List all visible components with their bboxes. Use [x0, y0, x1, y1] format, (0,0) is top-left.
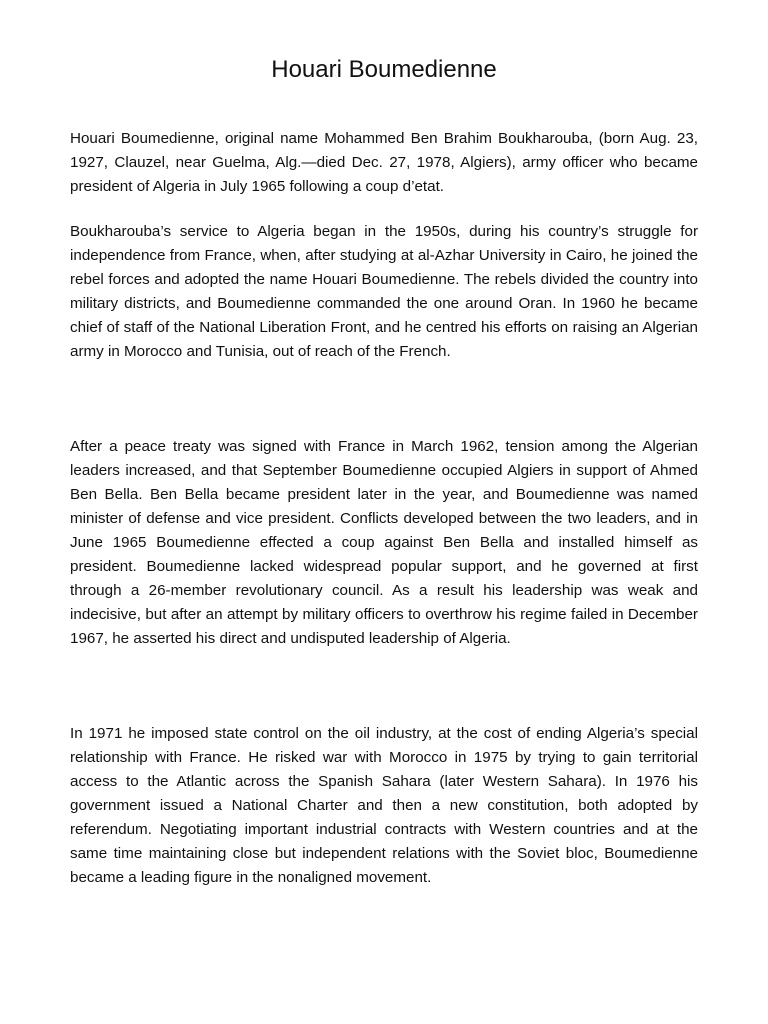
paragraph-presidency: In 1971 he imposed state control on the oil industry, at the cost of ending Algeria’s special relationship with France. He risked war with Morocco in 1975 by trying to gain territorial access to the Atlantic across the Spanish Sahara (later Western Sahara). In 1976 his government issued a National Charter and then a new constitution, both adopted by referendum. Negotiating important industrial contracts with Western countries and at the same time maintaining close but independent relations with the Soviet bloc, Boumedienne became a leading figure in the nonaligned movement.	[70, 725, 698, 886]
paragraph-intro: Houari Boumedienne, original name Mohammed Ben Brahim Boukharouba, (born Aug. 23, 1927, Clauzel, near Guelma, Alg.—died Dec. 27, 1978, Algiers), army officer who became president of Algeria in July 1965 following a coup d’etat.	[70, 130, 698, 195]
paragraph-rise-to-power: After a peace treaty was signed with France in March 1962, tension among the Algerian leaders increased, and that September Boumedienne occupied Algiers in support of Ahmed Ben Bella. Ben Bella became president later in the year, and Boumedienne was named minister of defense and vice president. Conflicts developed between the two leaders, and in June 1965 Boumedienne effected a coup against Ben Bella and installed himself as president. Boumedienne lacked widespread popular support, and he governed at first through a 26-member revolutionary council. As a result his leadership was weak and indecisive, but after an attempt by military officers to overthrow his regime failed in December 1967, he asserted his direct and undisputed leadership of Algeria.	[70, 438, 698, 647]
document-title: Houari Boumedienne	[271, 56, 497, 83]
paragraph-early-career: Boukharouba’s service to Algeria began in the 1950s, during his country’s struggle for independence from France, when, after studying at al-Azhar University in Cairo, he joined the rebel forces and adopted the name Houari Boumedienne. The rebels divided the country into military districts, and Boumedienne commanded the one around Oran. In 1960 he became chief of staff of the National Liberation Front, and he centred his efforts on raising an Algerian army in Morocco and Tunisia, out of reach of the French.	[70, 223, 698, 360]
